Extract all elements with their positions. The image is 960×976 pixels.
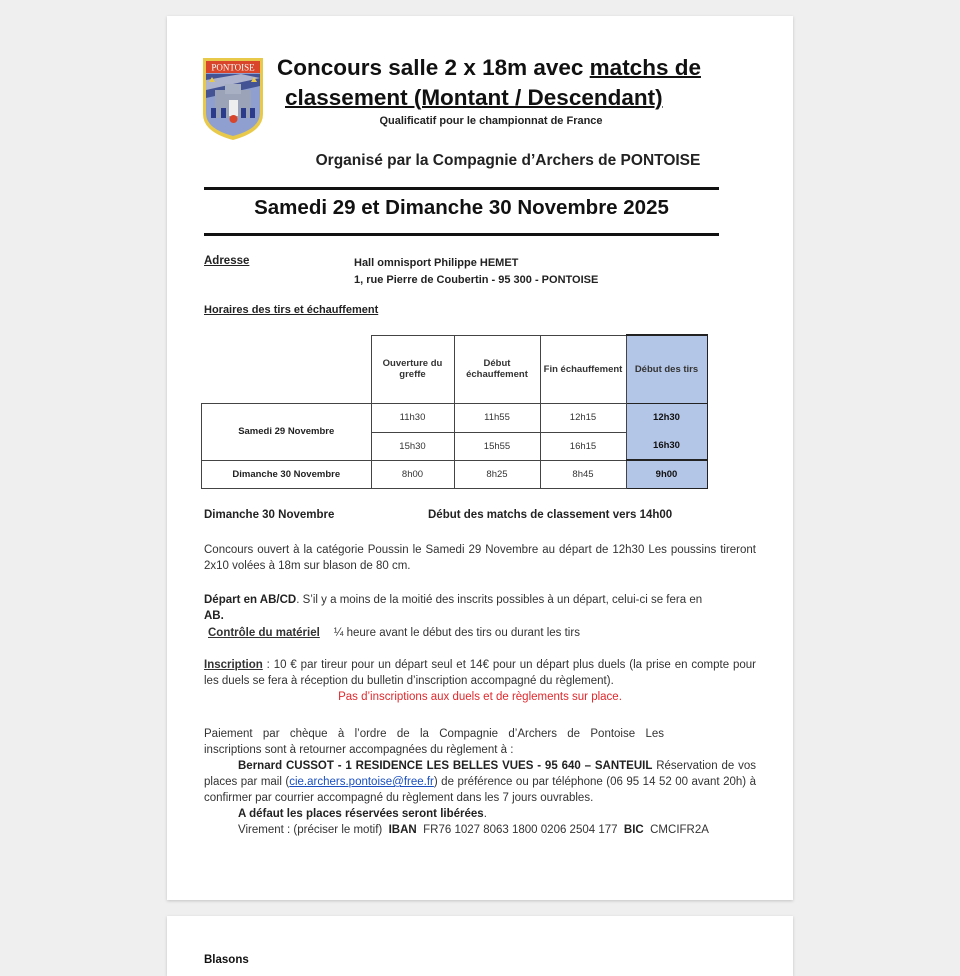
poussin-paragraph: Concours ouvert à la catégorie Poussin le Samedi 29 Novembre au départ de 12h30 Les poussins tireront 2x10 volées à 18m sur blason de 80 cm. [204, 544, 756, 572]
col-header-fin-echauffement: Fin échauffement [540, 335, 626, 403]
virement-label: Virement : (préciser le motif) [238, 824, 383, 836]
cell-time: 11h55 [454, 403, 540, 432]
document-page-2 [167, 916, 793, 976]
virement-line [204, 822, 756, 838]
cell-time: 16h15 [540, 432, 626, 460]
cell-time: 15h30 [371, 432, 454, 460]
address-line1: Hall omnisport Philippe HEMET [354, 257, 519, 269]
divider-bottom [204, 233, 719, 236]
schedule-section-label: Horaires des tirs et échauffement [204, 304, 379, 316]
table-row [202, 403, 708, 432]
defaut-line [204, 806, 756, 822]
depart-text: . S’il y a moins de la moitié des inscrits possibles à un départ, celui-ci se fera en [296, 594, 703, 606]
inscription-paragraph [204, 657, 756, 705]
date-heading: Samedi 29 et Dimanche 30 Novembre 2025 [254, 196, 669, 219]
matches-day: Dimanche 30 Novembre [204, 509, 335, 521]
paiement-address-block [204, 758, 756, 806]
inscription-warning: Pas d’inscriptions aux duels et de règlements sur place. [338, 691, 622, 703]
bic-label: BIC [623, 824, 644, 836]
cell-time: 11h30 [371, 403, 454, 432]
cell-time: 12h15 [540, 403, 626, 432]
blasons-heading: Blasons [204, 954, 249, 966]
title-line2-underlined: classement (Montant / Descendant) [285, 85, 663, 110]
address-line2: 1, rue Pierre de Coubertin - 95 300 - PONTOISE [354, 274, 599, 286]
cell-time-start: 16h30 [626, 432, 707, 460]
cell-time: 8h25 [454, 460, 540, 488]
reservation-text-start: Réservation de vos places par mail ( [204, 760, 756, 788]
col-header-debut-echauffement: Début échauffement [454, 335, 540, 403]
defaut-text: A défaut les places réservées seront libérées [238, 808, 484, 820]
controle-label: Contrôle du matériel [208, 627, 320, 639]
depart-label: Départ en AB/CD [204, 594, 297, 606]
document-page-1 [167, 16, 793, 900]
subtitle: Qualificatif pour le championnat de France [379, 115, 603, 127]
defaut-period: . [483, 808, 487, 820]
document-title [277, 53, 701, 113]
bic-value: CMCIFR2A [650, 824, 709, 836]
email-link[interactable]: cie.archers.pontoise@free.fr [289, 776, 434, 788]
table-corner [202, 335, 372, 403]
col-header-ouverture: Ouverture du greffe [371, 335, 454, 403]
paiement-address: Bernard CUSSOT - 1 RESIDENCE LES BELLES VUES - 95 640 – SANTEUIL [238, 760, 653, 772]
cell-time: 8h45 [540, 460, 626, 488]
row-day-dimanche: Dimanche 30 Novembre [202, 460, 372, 488]
address-block [354, 255, 598, 289]
row-day-samedi: Samedi 29 Novembre [202, 403, 372, 460]
cell-time-start: 12h30 [626, 403, 707, 432]
iban-label: IBAN [388, 824, 417, 836]
schedule-table [201, 334, 708, 489]
svg-text:PONTOISE: PONTOISE [211, 62, 255, 73]
organizer-line: Organisé par la Compagnie d’Archers de PONTOISE [315, 152, 701, 169]
title-line1-text: Concours salle 2 x 18m avec [277, 55, 590, 80]
paiement-line1: Paiement par chèque à l’ordre de la Compagnie d’Archers de Pontoise Les [204, 728, 664, 740]
iban-value: FR76 1027 8063 1800 0206 2504 177 [423, 824, 618, 836]
cell-time: 15h55 [454, 432, 540, 460]
title-line1-underlined: matchs de [589, 55, 701, 80]
controle-text: ¼ heure avant le début des tirs ou durant les tirs [333, 627, 580, 639]
matches-text: Début des matchs de classement vers 14h00 [428, 509, 673, 521]
pontoise-crest-logo [201, 56, 265, 142]
table-row [202, 460, 708, 488]
paiement-line2: inscriptions sont à retourner accompagnées du règlement à : [204, 744, 514, 756]
controle-paragraph [208, 625, 760, 641]
paiement-paragraph [204, 726, 756, 838]
col-header-debut-tirs: Début des tirs [626, 335, 707, 403]
inscription-text: : 10 € par tireur pour un départ seul et 14€ pour un départ plus duels (la prise en compte pour les duels se fera à réception du bulletin d’inscription accompagné du règlement). [204, 659, 756, 687]
divider-top [204, 187, 719, 190]
inscription-label: Inscription [204, 659, 263, 671]
depart-paragraph [204, 592, 756, 624]
cell-time-start: 9h00 [626, 460, 707, 488]
address-label: Adresse [204, 255, 250, 267]
cell-time: 8h00 [371, 460, 454, 488]
depart-text-end: AB. [204, 610, 224, 622]
reservation-text-end: ) de préférence ou par téléphone (06 95 14 52 00 avant 20h) à confirmer par courrier accompagné du règlement dans les 7 jours ouvrables. [204, 776, 756, 804]
